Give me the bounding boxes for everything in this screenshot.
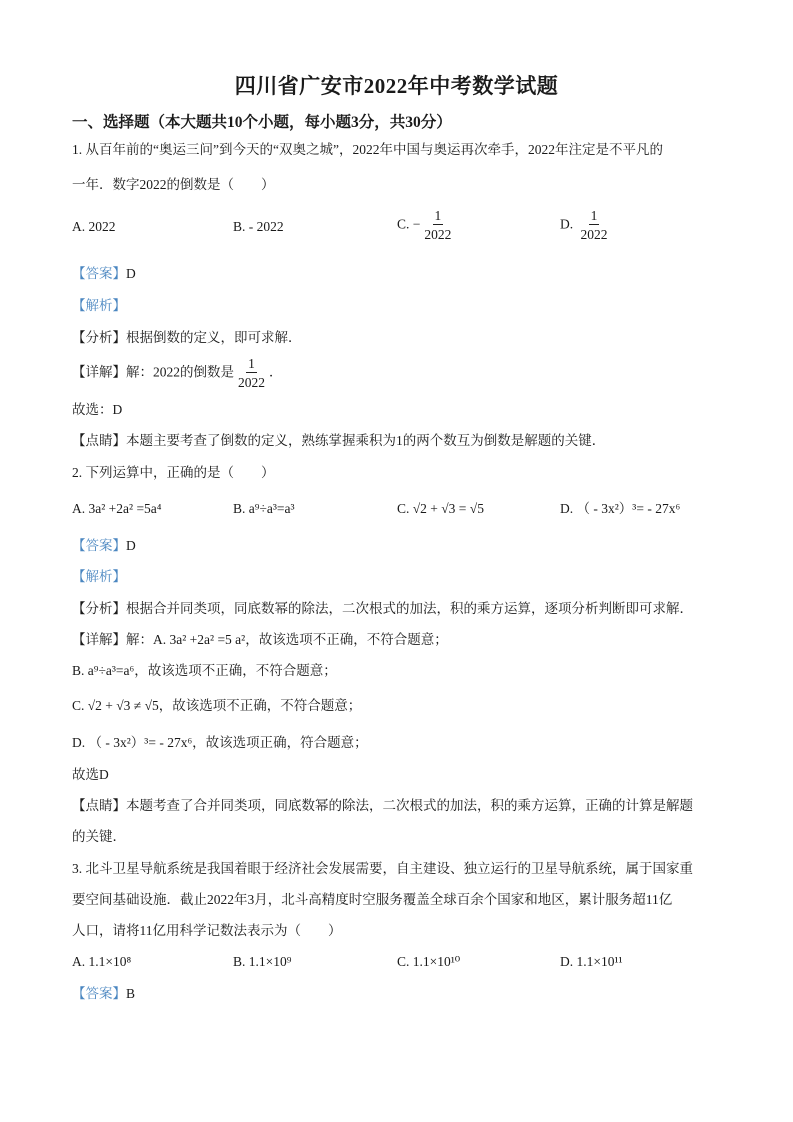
denominator: 2022 [238,375,265,390]
denominator: 2022 [424,227,452,242]
q2-analysis-label: 【解析】 [72,569,126,584]
dianjing-text: 本题考查了合并同类项，同底数幂的除法，二次根式的加法，积的乘方运算，正确的计算是解题 [126,798,693,813]
numerator: 1 [434,208,442,223]
q1-option-a: A. 2022 [72,219,116,234]
dianjing-text: 本题主要考查了倒数的定义，熟练掌握乘积为1的两个数互为倒数是解题的关键． [126,433,606,448]
q2-stem: 2. 下列运算中，正确的是（ ） [72,465,275,480]
q1-fenxi [72,329,302,347]
q2-guxuan: 故选D [72,767,109,782]
fraction [236,355,267,392]
q1-option-d [560,207,612,244]
option-label: D. [560,216,574,232]
q1-option-c [397,207,455,244]
q1-xiangjie [72,355,283,392]
q2-fenxi [72,600,693,618]
minus-sign: − [412,216,421,232]
xiangjie-label: 【详解】 [72,632,126,647]
q2-answer [72,537,136,555]
answer-value: D [126,266,136,281]
fenxi-label: 【分析】 [72,330,126,345]
dianjing-label: 【点睛】 [72,798,126,813]
fenxi-text: 根据倒数的定义，即可求解． [126,330,302,345]
q1-option-b: B. - 2022 [233,219,284,234]
q3-option-a: A. 1.1×10⁸ [72,954,132,969]
q3-option-c: C. 1.1×10¹⁰ [397,954,461,969]
q1-stem-line2: 一年．数字2022的倒数是（ ） [72,177,275,192]
q3-option-d: D. 1.1×10¹¹ [560,954,623,969]
q3-stem-line2: 要空间基础设施．截止2022年3月，北斗高精度时空服务覆盖全球百余个国家和地区，累计服务超11亿 [72,892,673,907]
fenxi-text: 根据合并同类项，同底数幂的除法，二次根式的加法，积的乘方运算，逐项分析判断即可求解． [126,601,693,616]
q3-option-b: B. 1.1×10⁹ [233,954,292,969]
answer-value: D [126,538,136,553]
q1-answer [72,265,136,283]
q1-dianjing [72,432,605,450]
q2-option-a: A. 3a² +2a² =5a⁴ [72,501,162,516]
q2-dianjing [72,797,693,815]
fraction [579,207,610,244]
section-heading: 一、选择题（本大题共10个小题，每小题3分，共30分） [72,114,452,131]
q1-stem-line1: 1. 从百年前的“奥运三问”到今天的“双奥之城”，2022年中国与奥运再次牵手，2022年注定是不平凡的 [72,142,663,157]
numerator: 1 [590,208,598,223]
answer-value: B [126,986,136,1001]
option-label: C. [397,216,410,232]
dianjing-label: 【点睛】 [72,433,126,448]
numerator: 1 [248,356,255,371]
q3-stem-line3: 人口，请将11亿用科学记数法表示为（ ） [72,923,342,938]
denominator: 2022 [580,227,608,242]
q3-stem-line1: 3. 北斗卫星导航系统是我国着眼于经济社会发展需要，自主建设、独立运行的卫星导航系统，属于国家重 [72,861,693,876]
q2-detail-d: D. （ - 3x²）³= - 27x⁶，故该选项正确，符合题意； [72,735,368,750]
answer-label: 【答案】 [72,266,126,281]
q2-detail-c: C. √2 + √3 ≠ √5，故该选项不正确，不符合题意； [72,698,362,713]
xiangjie-label: 【详解】 [72,364,126,380]
q1-guxuan: 故选：D [72,402,123,417]
xiangjie-text: 解：2022的倒数是 [126,364,234,380]
q2-option-b: B. a⁹÷a³=a³ [233,501,295,516]
fraction [422,207,453,244]
q2-option-c: C. √2 + √3 = √5 [397,501,484,516]
fenxi-label: 【分析】 [72,601,126,616]
period: ． [269,364,283,380]
xiangjie-text: 解：A. 3a² +2a² =5 a²，故该选项不正确，不符合题意； [126,632,448,647]
answer-label: 【答案】 [72,538,126,553]
q2-dianjing-line2: 的关键． [72,829,126,844]
q2-detail-b: B. a⁹÷a³=a⁶，故该选项不正确，不符合题意； [72,663,337,678]
answer-label: 【答案】 [72,986,126,1001]
q3-answer [72,985,135,1003]
q2-xiangjie [72,631,448,649]
q1-analysis-label: 【解析】 [72,298,126,313]
q2-option-d: D. （ - 3x²）³= - 27x⁶ [560,501,681,516]
page-title: 四川省广安市2022年中考数学试题 [234,74,559,98]
